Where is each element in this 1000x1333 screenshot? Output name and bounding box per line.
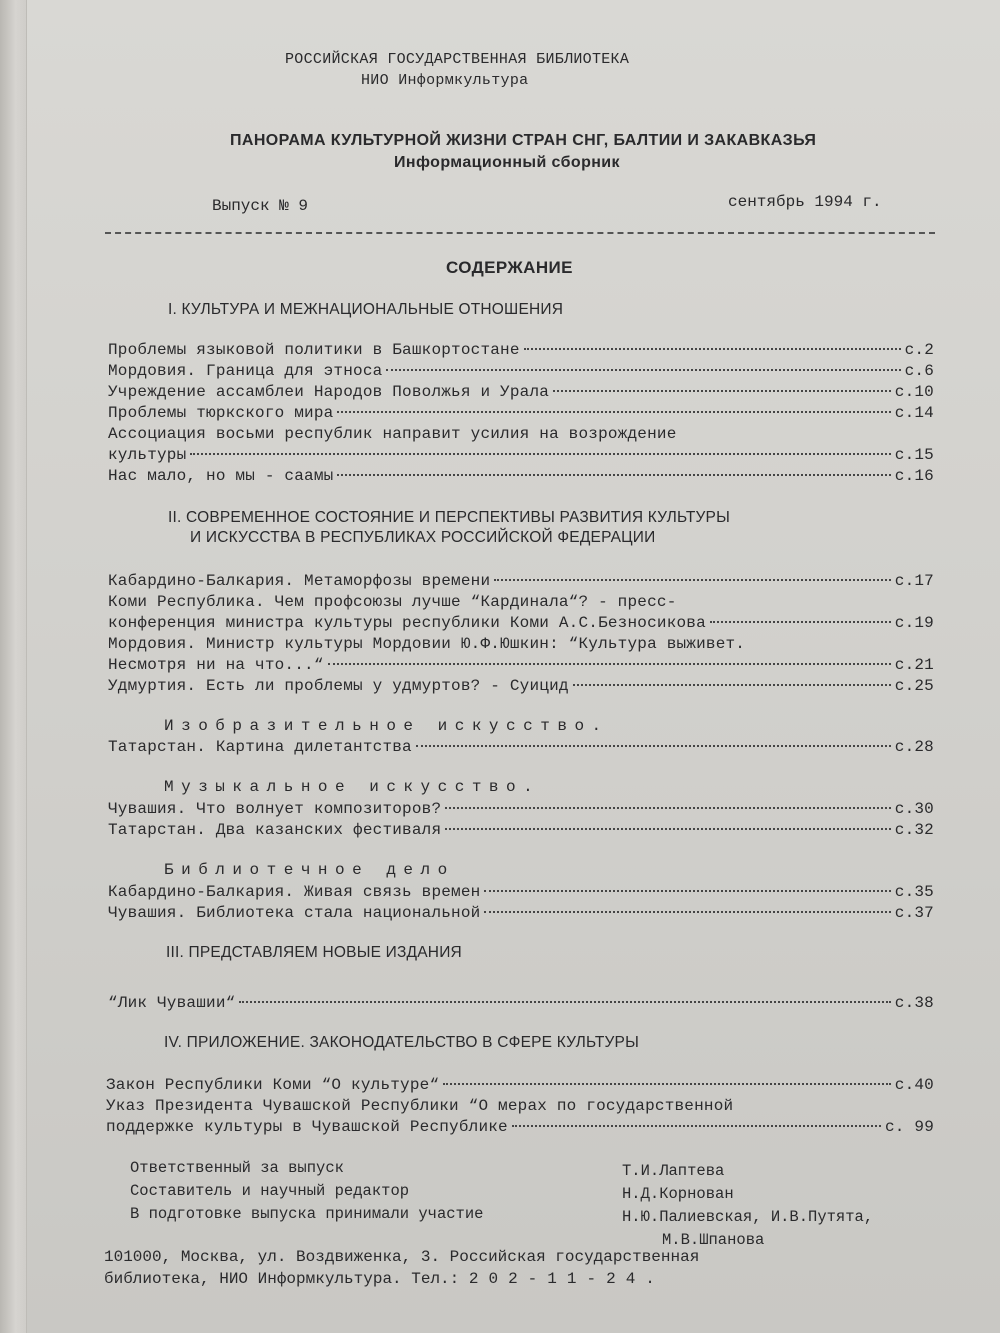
credit-role: Составитель и научный редактор — [130, 1182, 410, 1200]
toc-entry[interactable]: Кабардино-Балкария. Метаморфозы времени с.17 — [108, 572, 934, 590]
toc-entry[interactable]: конференция министра культуры республики Коми А.С.Безносикова с.19 — [108, 614, 934, 632]
publication-title: ПАНОРАМА КУЛЬТУРНОЙ ЖИЗНИ СТРАН СНГ, БАЛТИИ И ЗАКАВКАЗЬЯ — [230, 132, 817, 149]
toc-entry[interactable]: поддержке культуры в Чувашской Республике с. 99 — [106, 1118, 934, 1136]
publisher-line-1: РОССИЙСКАЯ ГОСУДАРСТВЕННАЯ БИБЛИОТЕКА — [285, 51, 630, 68]
address-line-2 — [104, 1270, 665, 1288]
address-text: библиотека, НИО Информкультура. Тел.: — [104, 1270, 460, 1288]
toc-entry[interactable]: Татарстан. Картина дилетантства с.28 — [108, 738, 934, 756]
toc-entry[interactable]: Татарстан. Два казанских фестиваля с.32 — [108, 821, 934, 839]
credit-role: Ответственный за выпуск — [130, 1159, 344, 1177]
section-heading-2: II. СОВРЕМЕННОЕ СОСТОЯНИЕ И ПЕРСПЕКТИВЫ РАЗВИТИЯ КУЛЬТУРЫ — [168, 509, 731, 526]
subsection-heading: Библиотечное дело — [164, 861, 455, 879]
toc-entry-line: Ассоциация восьми республик направит усилия на возрождение — [108, 425, 677, 443]
toc-entry[interactable]: Удмуртия. Есть ли проблемы у удмуртов? - Суицид с.25 — [108, 677, 934, 695]
toc-entry-line: Мордовия. Министр культуры Мордовии Ю.Ф.Юшкин: “Культура выживет. — [108, 635, 746, 653]
toc-entry[interactable]: Мордовия. Граница для этноса с.6 — [108, 362, 934, 380]
phone-number: 202-11-24. — [468, 1270, 665, 1288]
issue-date: сентябрь 1994 г. — [728, 193, 882, 211]
toc-entry[interactable]: Учреждение ассамблеи Народов Поволжья и Урала с.10 — [108, 383, 934, 401]
address-line-1: 101000, Москва, ул. Воздвиженка, 3. Российская государственная — [104, 1248, 700, 1266]
contents-heading: СОДЕРЖАНИЕ — [446, 258, 573, 277]
issue-number: Выпуск № 9 — [212, 197, 309, 215]
section-heading-4: IV. ПРИЛОЖЕНИЕ. ЗАКОНОДАТЕЛЬСТВО В СФЕРЕ КУЛЬТУРЫ — [164, 1034, 640, 1051]
toc-entry[interactable]: Кабардино-Балкария. Живая связь времен с.35 — [108, 883, 934, 901]
toc-entry[interactable]: Несмотря ни на что...“ с.21 — [108, 656, 934, 674]
toc-entry[interactable]: Проблемы тюркского мира с.14 — [108, 404, 934, 422]
credit-person: Т.И.Лаптева — [622, 1162, 725, 1180]
section-heading-2-line-2: И ИСКУССТВА В РЕСПУБЛИКАХ РОССИЙСКОЙ ФЕДЕРАЦИИ — [190, 529, 656, 546]
publication-subtitle: Информационный сборник — [394, 154, 620, 171]
subsection-heading: Музыкальное искусство. — [164, 778, 541, 796]
credit-role: В подготовке выпуска принимали участие — [130, 1205, 484, 1223]
toc-entry[interactable]: Проблемы языковой политики в Башкортостане с.2 — [108, 341, 934, 359]
section-heading-3: III. ПРЕДСТАВЛЯЕМ НОВЫЕ ИЗДАНИЯ — [166, 944, 462, 961]
toc-entry[interactable]: Чувашия. Что волнует композиторов? с.30 — [108, 800, 934, 818]
toc-entry[interactable]: Закон Республики Коми “О культуре“ с.40 — [106, 1076, 934, 1094]
section-heading-1: I. КУЛЬТУРА И МЕЖНАЦИОНАЛЬНЫЕ ОТНОШЕНИЯ — [168, 301, 564, 318]
subsection-heading: Изобразительное искусство. — [164, 717, 609, 735]
binding-edge — [0, 0, 27, 1333]
toc-entry-line: Указ Президента Чувашской Республики “О мерах по государственной — [106, 1097, 734, 1115]
credit-person: Н.Д.Корнован — [622, 1185, 734, 1203]
toc-entry-line: Коми Республика. Чем профсоюзы лучше “Кардинала“? - пресс- — [108, 593, 677, 611]
credit-person: М.В.Шпанова — [662, 1231, 765, 1249]
toc-entry[interactable]: культуры с.15 — [108, 446, 934, 464]
toc-entry[interactable]: “Лик Чувашии“ с.38 — [108, 994, 934, 1012]
toc-entry[interactable]: Чувашия. Библиотека стала национальной с.37 — [108, 904, 934, 922]
toc-entry[interactable]: Нас мало, но мы - саамы с.16 — [108, 467, 934, 485]
publisher-line-2: НИО Информкультура — [361, 72, 529, 89]
divider — [105, 232, 935, 234]
credit-person: Н.Ю.Палиевская, И.В.Путята, — [622, 1208, 874, 1226]
